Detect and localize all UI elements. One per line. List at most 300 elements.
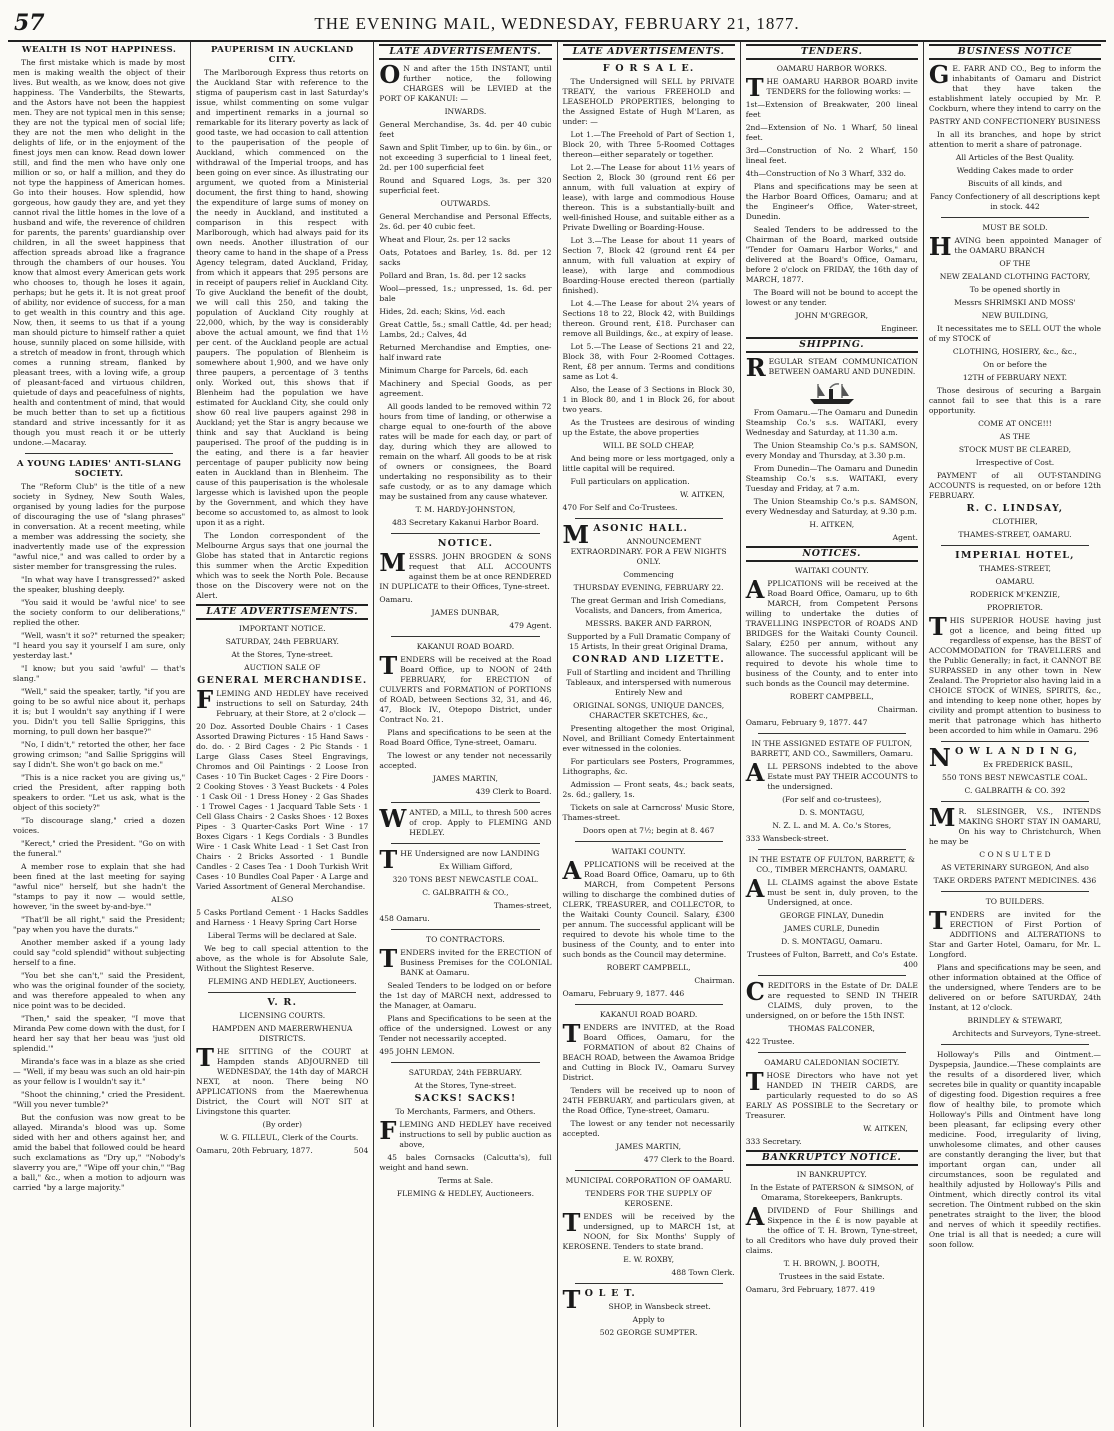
- column-6: [924, 42, 1106, 1427]
- article-body: The first mistake which is made by most men is making wealth the object of their lives. But wealth, as we know, does not give happiness. The Vanderbilts, the Stewarts, and the Astors have not been the happiest men. They are not typical men in this sense; they are not the typical men of social life; they are not the men who delight in the delights of life, or in the enjoyment of the finest joys men can know. Read down lower still, and find the men who have only one million or so, or half a million, and they do not type the happiness of American homes. Go into their houses. How splendid, how gorgeous, how gaudy they are, and yet they cannot rival the little homes in the love of a husband and wife, the reverence of children for parents, the parents' guardianship over children, in all the sweet happiness that affection spreads abroad like a fragrance through the chambers of our houses. You know that almost every American gets work who chooses to, though he loses it again, perhaps; but he gets it. It is not great proof of ability, nor evidence of success, for a man to get wealth in this country and this age. Now, then, it seems to us that if a young man should picture to himself rather a quiet house, sunnily placed on some hillside, with a stretch of meadow in front, through which comes a running stream, flanked by pleasant trees, with a loving wife, a group of pleasant-faced and virtuous children, quietude of days and peacefulness of nights, health and contentment of mind, that would be much better than to set up a fictitious standard and strive incessantly for it as though you must reach it or be utterly undone.—Macaray.: [13, 58, 186, 447]
- ad-signature: T. M. HARDY-JOHNSTON,: [415, 505, 516, 514]
- ad-title: MUNICIPAL CORPORATION OF OAMARU.: [565, 1176, 732, 1185]
- column-3: [374, 42, 557, 1427]
- ad-subheading: To Merchants, Farmers, and Others.: [395, 1107, 536, 1116]
- ad-date: SATURDAY, 24th FEBRUARY.: [225, 637, 339, 646]
- ad-item-list: 5 Casks Portland Cement · 1 Hacks Saddles and Harness · 1 Heavy Spring Cart Horse: [196, 908, 369, 927]
- article-body: "You said it would be 'awful nice' to see the society conform to our deliberations," replied the other.: [13, 598, 186, 627]
- ad-signature: W. AITKEN,: [680, 490, 725, 499]
- ad-body: WANTED, a MILL, to thresh 500 acres of crop. Apply to FLEMING AND HEDLEY.: [379, 804, 552, 837]
- ad-text: AS VETERINARY SURGEON, And also: [941, 863, 1089, 872]
- ad-body: THE Undersigned are now LANDING: [379, 845, 540, 874]
- ad-text: Irrespective of Cost.: [975, 458, 1055, 467]
- ad-title: CONRAD AND LIZETTE.: [572, 654, 725, 665]
- divider: [391, 843, 539, 844]
- ad-body: FLEMING AND HEDLEY have received instructions to sell on Saturday, 24th February, at their Store, at 2 o'clock —: [196, 685, 369, 718]
- list-item: Lot 1.—The Freehold of Part of Section 1, Block 20, with Three 5-Roomed Cottages thereon—either separately or together.: [562, 130, 735, 159]
- masthead: [8, 8, 1106, 42]
- ad-address: N. Z. L. and M. A. Co.'s Stores,: [772, 821, 892, 830]
- ad-ship: Ex William Gifford,: [439, 862, 513, 871]
- ad-title: OAMARU HARBOR WORKS.: [776, 64, 887, 73]
- ad-ship: Ex FREDERICK BASIL,: [983, 760, 1073, 769]
- ad-title: TO CONTRACTORS.: [426, 935, 505, 944]
- drop-cap: W: [379, 804, 407, 833]
- ad-text: To be opened shortly in: [969, 285, 1061, 294]
- ad-title: IMPERIAL HOTEL,: [955, 550, 1075, 561]
- column-5: [741, 42, 924, 1427]
- ad-signature-title: Engineer.: [881, 324, 918, 333]
- drop-cap: T: [562, 1285, 582, 1314]
- list-item: Oats, Potatoes and Barley, 1s. 8d. per 12 sacks: [379, 248, 552, 267]
- drop-cap: T: [562, 1208, 581, 1237]
- divider: [575, 1283, 723, 1284]
- ad-body: ALL CLAIMS against the above Estate must be sent in, duly proven, to the Undersigned, at once.: [745, 874, 918, 907]
- ad-body: TENDERS are INVITED, at the Road Board Offices, Oamaru, for the FORMATION of about 82 Chains of BEACH ROAD, between the Awamoa Bridge and Cutting in Block IV., Oamaru Survey District.: [562, 1019, 735, 1082]
- article-body: A member rose to explain that she had been fined at the last meeting for saying "awful nice" herself, but she hadn't the "stamps to pay it now — would settle, however, 'in the sweet by-and-bye.'": [13, 862, 186, 911]
- ad-terms: Liberal Terms will be declared at Sale.: [207, 931, 357, 940]
- ad-body: Plans and specifications to be seen at the Road Board Office, Tyne-street, Oamaru.: [379, 728, 552, 747]
- ad-body: G E. FARR AND CO., Beg to inform the inhabitants of Oamaru and District that they have taken the establishment lately occupied by Mr. P. Cockburn, where they intend to carry on the: [928, 60, 1102, 113]
- list-item: All Articles of the Best Quality.: [955, 153, 1075, 162]
- article-body: "In what way have I transgressed?" asked the speaker, blushing deeply.: [13, 575, 186, 594]
- ad-body: All goods landed to be removed within 72 hours from time of landing, or otherwise a charge equal to one-fourth of the above rates will be made for each day, or part of day, during which they are allowed to remain on the wharf. All goods to be at risk of owners or consignees, the Board undertaking no responsibility as to their safe custody, or as to any damage which may be sustained from any cause whatever.: [379, 402, 552, 501]
- ad-text: CLOTHIER,: [992, 517, 1038, 526]
- ad-address: Thames-street,: [493, 901, 552, 910]
- drop-cap: T: [745, 73, 764, 102]
- drop-cap: T: [745, 1067, 764, 1096]
- ad-signature-title: 488 Town Clerk.: [671, 1268, 735, 1277]
- drop-cap: O: [379, 60, 401, 89]
- ad-body: MESSRS. JOHN BROGDEN & SONS request that ALL ACCOUNTS against them be at once RENDERED IN DUPLICATE to their Offices, Tyne-street.: [379, 548, 552, 591]
- ad-text: AS THE: [999, 432, 1031, 441]
- ad-subheading: MESSRS. BAKER AND FARRON,: [585, 619, 712, 628]
- ad-address: THAMES-STREET,: [978, 564, 1051, 573]
- ad-signature: BRINDLEY & STEWART,: [967, 1016, 1063, 1025]
- drop-cap: A: [745, 575, 765, 604]
- section-heading: BANKRUPTCY NOTICE.: [746, 1150, 918, 1166]
- list-item: 4th—Construction of No 3 Wharf, 332 do.: [745, 169, 906, 178]
- article-body: "To discourage slang," cried a dozen voices.: [13, 816, 186, 835]
- ad-text: On or before the: [983, 360, 1047, 369]
- ad-body: APPLICATIONS will be received at the Road Board Office, Oamaru, up to 6th MARCH, from Competent Persons willing to discharge the combined duties of CLERK, TREASURER, and COLLECTOR, to the Waitaki County Council. Salary, £300 per annum. The successful applicant will be required to devote his whole time to the business of the County, and to enter into such bonds as the Council may determine.: [562, 856, 735, 959]
- ad-signature: GEORGE FINLAY, Dunedin: [779, 911, 884, 920]
- divider: [575, 518, 723, 519]
- divider: [391, 802, 539, 803]
- article-body: Another member asked if a young lady could say "cold splendid" without subjecting herself to a fine.: [13, 938, 186, 967]
- list-item: As the Trustees are desirous of winding up the Estate, the above properties: [562, 418, 735, 437]
- ad-title: 550 TONS BEST NEWCASTLE COAL.: [942, 773, 1088, 782]
- ad-date: Oamaru, February 9, 1877. 447: [745, 718, 868, 727]
- ad-body: The Union Steamship Co.'s p.s. SAMSON, every Wednesday and Saturday, at 9.30 p.m.: [745, 497, 918, 516]
- article-body: The London correspondent of the Melbourne Argus says that one journal the Globe has stated that in Antarctic regions this summer when the Arctic Expedition which was to seek the North Pole. Because those on the Discovery were not on the Alert.: [196, 531, 369, 600]
- article-body: "Well," said the speaker, tartly, "if you are going to be so awful nice about it, perhaps it is; but I wouldn't say anything if I were you. Didn't you tell Sallie Spriggins, this morning, to pull down her basque?": [13, 687, 186, 736]
- drop-cap: T: [928, 906, 947, 935]
- ad-date: Oamaru, 3rd February, 1877. 419: [745, 1285, 875, 1294]
- drop-cap: T: [196, 1043, 215, 1072]
- divider: [391, 533, 539, 534]
- ad-signature: W. G. FILLEUL, Clerk of the Courts.: [219, 1133, 359, 1142]
- ad-title: N O W L A N D I N G,: [928, 743, 1079, 772]
- list-item: General Merchandise, 3s. 4d. per 40 cubic feet: [379, 120, 552, 139]
- ad-body: For particulars see Posters, Programmes, Lithographs, &c.: [562, 757, 735, 776]
- ad-subheading: TAKE ORDERS PATENT MEDICINES. 436: [933, 876, 1097, 885]
- ad-body: ALL PERSONS indebted to the above Estate must PAY THEIR ACCOUNTS to the undersigned.: [745, 758, 918, 791]
- section-heading: TENDERS.: [746, 44, 918, 60]
- list-item: Lot 2.—The Lease for about 11½ years of Section 2, Block 30 (ground rent £6 per annum, with full valuation at expiry of lease), with large and commodious House thereon. This is a substantially-built and well-finished House, and suitable either as a Private Dwelling or Boarding-House.: [562, 163, 735, 232]
- ad-title: IN THE ESTATE OF FULTON, BARRETT, & CO., TIMBER MERCHANTS, OAMARU.: [748, 855, 915, 874]
- ad-subheading: C O N S U L T E D: [979, 850, 1051, 859]
- ad-subheading: ORIGINAL SONGS, UNIQUE DANCES, CHARACTER SKETCHES, &c.,: [573, 701, 725, 720]
- list-item: Biscuits of all kinds, and: [967, 179, 1063, 188]
- ad-signature-title: 422 Trustee.: [745, 1037, 795, 1046]
- column-1: [8, 42, 191, 1427]
- ad-signature-title: PROPRIETOR.: [987, 603, 1043, 612]
- ad-body: Full particulars on application.: [570, 477, 690, 486]
- section-heading: SHIPPING.: [746, 337, 918, 353]
- ad-signature: E. W. ROXBY,: [623, 1255, 674, 1264]
- ad-title: TO BUILDERS.: [985, 897, 1045, 906]
- list-item: 2nd—Extension of No. 1 Wharf, 50 lineal feet.: [745, 123, 918, 142]
- ad-title: T O L E T.: [562, 1285, 636, 1314]
- ad-signature-title: 470 For Self and Co-Trustees.: [562, 503, 678, 512]
- drop-cap: T: [379, 651, 398, 680]
- ad-text: Commencing: [623, 570, 674, 579]
- ad-body: THOSE Directors who have not yet HANDED IN THEIR CARDS, are particularly requested to do so AS EARLY AS POSSIBLE to the Secretary or Treasurer.: [745, 1067, 918, 1120]
- article-body: "Kerect," cried the President. "Go on with the funeral.": [13, 839, 186, 858]
- ad-by-order: (By order): [262, 1120, 302, 1129]
- ad-subheading: AUCTION SALE OF: [244, 663, 321, 672]
- divider: [25, 453, 173, 454]
- drop-cap: M: [379, 548, 406, 577]
- article-body: "You bet she can't," said the President, who was the original founder of the society, and was therefore appealed to when any nice point was to be decided.: [13, 971, 186, 1010]
- ad-text: SHOP, in Wansbeck street.: [608, 1302, 711, 1311]
- divider: [941, 891, 1089, 892]
- ad-subheading: 12TH of FEBRUARY NEXT.: [962, 373, 1068, 382]
- section-heading: LATE ADVERTISEMENTS.: [563, 44, 735, 60]
- list-item: Sawn and Split Timber, up to 6in. by 6in., or not exceeding 3 superficial to 1 lineal feet, 2d. per 100 superficial feet: [379, 143, 552, 172]
- ad-body: Plans and specifications may be seen at the Harbor Board Offices, Oamaru; and at the Engineer's Office, Water-street, Dunedin.: [745, 182, 918, 221]
- ad-signature-title: Trustees in the said Estate.: [779, 1272, 885, 1281]
- ad-body: Plans and Specifications to be seen at the office of the undersigned. Lowest or any Tender not necessarily accepted.: [379, 1014, 552, 1043]
- list-item: Round and Squared Logs, 3s. per 320 superficial feet.: [379, 176, 552, 195]
- ad-place: Oamaru.: [379, 595, 413, 604]
- ad-date: Oamaru, February 9, 1877. 446: [562, 989, 685, 998]
- drop-cap: G: [928, 60, 950, 89]
- ad-text: Apply to: [632, 1315, 665, 1324]
- ad-text: OF THE: [999, 259, 1031, 268]
- royal-cipher: V. R.: [267, 997, 298, 1008]
- drop-cap: H: [928, 232, 952, 261]
- page-number: 57: [14, 10, 45, 36]
- ad-title: F O R S A L E.: [602, 63, 695, 74]
- ad-signature-title: Chairman.: [694, 976, 735, 985]
- ad-body: FLEMING AND HEDLEY have received instructions to sell by public auction as above,: [379, 1116, 552, 1149]
- ad-title: IN THE ASSIGNED ESTATE OF FULTON, BARRETT, AND CO., Sawmillers, Oamaru.: [750, 739, 913, 758]
- ad-body: THE OAMARU HARBOR BOARD invite TENDERS for the following works: —: [745, 73, 918, 102]
- list-item: Also, the Lease of 3 Sections in Block 30, 1 in Block 80, and 1 in Block 26, for about two years.: [562, 385, 735, 414]
- ad-signature-title: 333 Secretary.: [745, 1137, 802, 1146]
- ad-signature-title: Trustees of Fulton, Barrett, and Co's Estate. 400: [747, 950, 918, 969]
- ad-body: Tenders will be received up to noon of 24TH FEBRUARY, and particulars given, at the Road Office, Tyne-street, Oamaru.: [562, 1086, 735, 1115]
- divider: [575, 1170, 723, 1171]
- article-body: "That'll be all right," said the President; "pay when you have the durats.": [13, 915, 186, 934]
- ad-body: We beg to call special attention to the above, as the whole is for Absolute Sale, Without the Slightest Reserve.: [196, 944, 369, 973]
- ad-body: And being more or less mortgaged, only a little capital will be required.: [562, 454, 735, 473]
- article-body: "No, I didn't," retorted the other, her face growing crimson; "and Sallie Spriggins will say I didn't. She won't go back on me.": [13, 740, 186, 769]
- drop-cap: R: [745, 353, 766, 382]
- ad-body: The Union Steamship Co.'s p.s. SAMSON, every Monday and Thursday, at 3.30 p.m.: [745, 441, 918, 460]
- ad-signature: C. GALBRAITH & CO.,: [422, 888, 509, 897]
- ad-title: PASTRY AND CONFECTIONERY BUSINESS: [929, 117, 1101, 126]
- section-heading: LATE ADVERTISEMENTS.: [379, 44, 551, 60]
- divider: [758, 733, 906, 734]
- article-body: The "Reform Club" is the title of a new society in Sydney, New South Wales, organised by young ladies for the purpose of discouraging the use of "slang phrases" in conversation. At a recent meeting, while a member was addressing the society, she inadvertently made use of the expression "awful nice," and was called to order by a sister member for transgressing the rules.: [13, 482, 186, 571]
- divider: [391, 929, 539, 930]
- ad-signature: JAMES CURLE, Dunedin: [784, 924, 880, 933]
- ad-subheading: INWARDS.: [444, 107, 487, 116]
- ad-body: CREDITORS in the Estate of Dr. DALE are requested to SEND IN THEIR CLAIMS, duly proven, to the undersigned, on or before the 15th INST.: [745, 977, 918, 1020]
- article-heading: A YOUNG LADIES' ANTI-SLANG SOCIETY.: [16, 459, 182, 479]
- ad-signature: T. H. BROWN, J. BOOTH,: [783, 1259, 880, 1268]
- ad-title: REGULAR STEAM COMMUNICATION BETWEEN OAMARU AND DUNEDIN.: [745, 353, 918, 382]
- article-body: "This is a nice racket you are giving us," cried the President, after rapping both speakers to order. "Let us ask, what is the object of this society?": [13, 773, 186, 812]
- list-item: Wool—pressed, 1s.; unpressed, 1s. 6d. per bale: [379, 284, 552, 303]
- divider: [758, 975, 906, 976]
- divider: [575, 841, 723, 842]
- ad-subheading: WILL BE SOLD CHEAP,: [602, 441, 695, 450]
- drop-cap: A: [745, 874, 765, 903]
- ad-body: In all its branches, and hope by strict attention to merit a share of patronage.: [928, 130, 1102, 149]
- divider: [941, 217, 1089, 218]
- ad-title: OAMARU CALEDONIAN SOCIETY.: [764, 1058, 900, 1067]
- list-item: Wedding Cakes made to order: [956, 166, 1074, 175]
- ad-subheading: ANNOUNCEMENT EXTRAORDINARY. FOR A FEW NIGHTS ONLY.: [570, 537, 727, 566]
- ad-signature: W. AITKEN,: [863, 1124, 908, 1133]
- ad-address: OAMARU.: [995, 577, 1035, 586]
- divider: [391, 1062, 539, 1063]
- list-item: Wheat and Flour, 2s. per 12 sacks: [379, 235, 511, 244]
- article-body: "Shoot the chinning," cried the President. "Will you never tumble?": [13, 1090, 186, 1109]
- ad-text: The great German and Irish Comedians, Vocalists, and Dancers, from America,: [571, 596, 727, 615]
- ad-body: The Board will not be bound to accept the lowest or any tender.: [745, 288, 918, 307]
- ad-signature: H. AITKEN,: [809, 520, 855, 529]
- ad-heading: IMPORTANT NOTICE.: [238, 624, 326, 633]
- ad-signature-title: Architects and Surveyors, Tyne-street.: [952, 1029, 1102, 1038]
- drop-cap: C: [745, 977, 765, 1006]
- ad-body: Presenting altogether the most Original, Novel, and Brilliant Comedy Entertainment ever witnessed in the colonies.: [562, 724, 735, 753]
- ad-body: THIS SUPERIOR HOUSE having just got a licence, and being fitted up regardless of expense, has the BEST of ACCOMMODATION for TRAVELLERS and the Public Generally; in fact, it CANNOT BE SURPASSED in any other town in New Zealand. The Proprietor also having laid in a CHOICE STOCK of WINES, SPIRITS, &c., and intending to keep none other, hopes by civility and prompt attention to business to merit that patronage which has hitherto been accorded to him while in Oamaru. 296: [928, 612, 1102, 735]
- ad-body: Admission — Front seats, 4s.; back seats, 2s. 6d.; gallery, 1s.: [562, 780, 735, 799]
- ad-subheading: STOCK MUST BE CLEARED,: [958, 445, 1072, 454]
- ad-title: GENERAL MERCHANDISE.: [197, 675, 368, 686]
- ad-signature: R. C. LINDSAY,: [966, 503, 1064, 514]
- ad-signature: 495 JOHN LEMON.: [379, 1047, 455, 1056]
- columns: [8, 42, 1106, 1427]
- drop-cap: M: [928, 803, 956, 832]
- article-body: "Then," said the speaker, "I move that Miranda Pew come down with the dust, for I heard her say that her beau was 'just old splendid.'": [13, 1014, 186, 1053]
- list-item: Fancy Confectionery of all descriptions kept in stock. 442: [929, 192, 1100, 211]
- ad-signature: THOMAS FALCONER,: [788, 1024, 875, 1033]
- section-heading: LATE ADVERTISEMENTS.: [196, 604, 368, 620]
- ad-title: WAITAKI COUNTY.: [611, 847, 686, 856]
- ad-date: SATURDAY, 24th FEBRUARY.: [408, 1068, 523, 1077]
- list-item: Great Cattle, 5s.; small Cattle, 4d. per head; Lambs, 2d.; Calves, 4d: [379, 320, 552, 339]
- ad-title: 320 TONS BEST NEWCASTLE COAL.: [392, 875, 539, 884]
- ad-subheading: ALSO: [271, 895, 294, 904]
- ad-title: NEW ZEALAND CLOTHING FACTORY,: [939, 272, 1091, 281]
- ad-title: MUST BE SOLD.: [982, 223, 1048, 232]
- divider: [391, 636, 539, 637]
- drop-cap: F: [379, 1116, 397, 1145]
- ad-signature: JAMES MARTIN,: [616, 1142, 682, 1151]
- ad-title: LICENSING COURTS.: [239, 1011, 326, 1020]
- drop-cap: T: [562, 1019, 581, 1048]
- ad-body: TENDERS will be received at the Road Board Office, up to NOON of 24th FEBRUARY, for ERECTION of CULVERTS and FORMATION of PORTIONS of ROAD, between Sections 32, 31, and 46, 47, Block IV., Otepopo District, under Contract No. 21.: [379, 651, 552, 724]
- ad-text: Messrs SHRIMSKI AND MOSS': [954, 298, 1076, 307]
- drop-cap: T: [928, 612, 947, 641]
- ad-body: TENDERS invited for the ERECTION of Business Premises for the COLONIAL BANK at Oamaru.: [379, 944, 552, 977]
- ad-signature: JOHN M'GREGOR,: [795, 311, 869, 320]
- ad-subheading: COME AT ONCE!!!: [978, 419, 1052, 428]
- ad-signature: JAMES DUNBAR,: [431, 608, 500, 617]
- ad-subheading: HAMPDEN AND MAERERWHENUA DISTRICTS.: [212, 1024, 353, 1043]
- list-item: Lot 5.—The Lease of Sections 21 and 22, Block 38, with Four 2-Roomed Cottages. Rent, £8 per annum. Terms and conditions same as Lot 4.: [562, 342, 735, 381]
- divider: [758, 849, 906, 850]
- ad-signature-title: 439 Clerk to Board.: [475, 787, 552, 796]
- ad-body: APPLICATIONS will be received at the Road Board Office, Oamaru, up to 6th MARCH, from Competent Persons willing to undertake the duties of TRAVELLING INSPECTOR of ROADS AND BRIDGES for the Waitaki County Council. Salary, £250 per annum, without any allowance. The successful applicant will be required to devote his whole time to business of the County, and to enter into such bonds as the Council may determine.: [745, 575, 918, 688]
- list-item: Returned Merchandise and Empties, one-half inward rate: [379, 343, 552, 362]
- ad-date: Oamaru, 20th February, 1877. 504: [196, 1146, 369, 1155]
- drop-cap: T: [379, 944, 398, 973]
- ad-signature: D. S. MONTAGU, Oamaru.: [781, 937, 883, 946]
- article-body: "Well, wasn't it so?" returned the speaker; "I heard you say it yourself I am sure, only yesterday last.": [13, 631, 186, 660]
- ad-body: Sealed Tenders to be lodged on or before the 1st day of MARCH next, addressed to the Manager, at Oamaru.: [379, 981, 552, 1010]
- ad-body: M R. SLESINGER, V.S., INTENDS MAKING SHORT STAY IN OAMARU, On his way to Christchurch, When he may be: [928, 803, 1102, 846]
- article-body: The Marlborough Express thus retorts on the Auckland Star with reference to the stigma of pauperism cast in last Saturday's issue, whilst commenting on some vulgar and impertinent remarks in a journal so remarkable for its literary poverty as lack of good taste, we had occasion to call attention to the pauperisation of the people of Auckland, which commenced on the withdrawal of the Imperial troops, and has been going on ever since. As illustrating our argument, we quoted from a Ministerial document, the first thing to hand, showing the expenditure of large sums of money on the needy in Auckland, and instituted a comparison in this respect with Marlborough, which had always paid for its own needs. Another illustration of our theory came to hand in the shape of a Press Agency telegram, dated Auckland, Friday, from which it appears that 295 persons are in receipt of paupers relief in Auckland City. To give Auckland the benefit of the doubt, we will call this 250, and taking the population of Auckland City roughly at 22,000, which, by the way is considerably above the actual amount, we find that 1½ per cent. of the Auckland people are actual paupers. The population of Blenheim is somewhere about 1,900, and we have only three paupers, a percentage of 3 tenths only. Worked out, this shows that if Blenheim had the population we have estimated for Auckland City, she could only show 60 real live paupers against 298 in Auckland; yet the Star is angry because we think and say that Auckland is being pauperised. The proof of the pudding is in the eating, and there is a far heavier percentage of pauper publicity now being eaten in Auckland than in Blenheim. The cause of this pauperisation is the wholesale largesse which is lavished upon the people by the Government, and which they have become so accustomed to, as almost to look upon it as a right.: [196, 68, 369, 527]
- ad-subheading: CLOTHING, HOSIERY, &c., &c.,: [952, 347, 1077, 356]
- divider: [941, 1044, 1089, 1045]
- ad-subheading: TENDERS FOR THE SUPPLY OF KEROSENE.: [585, 1189, 712, 1208]
- ad-text: In the Estate of PATERSON & SIMSON, of Omarama, Storekeepers, Bankrupts.: [750, 1183, 914, 1202]
- ad-signature-title: 483 Secretary Kakanui Harbor Board.: [392, 518, 539, 527]
- section-heading: BUSINESS NOTICE: [929, 44, 1101, 60]
- ad-signature-title: Chairman.: [877, 705, 918, 714]
- divider: [758, 1052, 906, 1053]
- list-item: Machinery and Special Goods, as per agreement.: [379, 379, 552, 398]
- drop-cap: F: [196, 685, 214, 714]
- steamship-icon: [808, 380, 856, 406]
- section-heading: NOTICES.: [746, 546, 918, 562]
- ad-terms: Terms at Sale.: [437, 1176, 494, 1185]
- ad-title: IN BANKRUPTCY.: [796, 1170, 867, 1179]
- ad-body: The lowest or any tender not necessarily accepted.: [562, 1119, 735, 1138]
- ad-date: THURSDAY EVENING, FEBRUARY 22.: [573, 583, 724, 592]
- ad-title: SACKS! SACKS!: [414, 1093, 517, 1104]
- list-item: 1st—Extension of Breakwater, 200 lineal feet: [745, 100, 918, 119]
- article-body: "I know; but you said 'awful' — that's slang.": [13, 664, 186, 683]
- ad-subheading: NEW BUILDING,: [981, 311, 1049, 320]
- ad-body: Sealed Tenders to be addressed to the Chairman of the Board, marked outside "Tender for Oamaru Harbor Works," and delivered at the Board's Office, Oamaru, before 2 o'clock on FRIDAY, the 16th day of MARCH, 1877.: [745, 225, 918, 284]
- divider: [941, 741, 1089, 742]
- newspaper-title: THE EVENING MAIL, WEDNESDAY, FEBRUARY 21, 1877.: [314, 14, 800, 33]
- list-item: Minimum Charge for Parcels, 6d. each: [379, 366, 529, 375]
- ad-signature-title: 479 Agent.: [509, 621, 552, 630]
- ad-signature: C. GALBRAITH & CO. 392: [964, 786, 1066, 795]
- ad-body: TENDES will be received by the undersigned, up to MARCH 1st, at NOON, for Six Months' Supply of KEROSENE. Tenders to state brand.: [562, 1208, 735, 1251]
- ad-text: Supported by a Full Dramatic Company of 15 Artists, In their great Original Drama,: [567, 632, 731, 651]
- ad-signature: FLEMING & HEDLEY, Auctioneers.: [396, 1189, 534, 1198]
- ad-body: O N and after the 15th INSTANT, until further notice, the following CHARGES will be LEVIED at the PORT OF KAKANUI: —: [379, 60, 552, 103]
- ad-body: PAYMENT of all OUT-STANDING ACCOUNTS is requested, on or before 12th FEBRUARY.: [928, 471, 1102, 500]
- ad-body: ADIVIDEND of Four Shillings and Sixpence in the £ is now payable at the office of T. H. Brown, Tyne-street, to all Creditors who have duly proved their claims.: [745, 1202, 918, 1255]
- divider: [941, 545, 1089, 546]
- drop-cap: M: [562, 520, 591, 549]
- list-item: Pollard and Bran, 1s. 8d. per 12 sacks: [379, 271, 526, 280]
- ad-address: 333 Wansbeck-street.: [745, 834, 829, 843]
- ad-signature: D. S. MONTAGU,: [799, 808, 865, 817]
- drop-cap: A: [562, 856, 582, 885]
- ad-title: NOTICE.: [437, 538, 494, 549]
- ad-body: TENDERS are invited for the ERECTION of First Portion of ADDITIONS and ALTERATIONS to Star and Garter Hotel, Oamaru, for Mr. L. Longford.: [928, 906, 1102, 959]
- ad-subheading: OUTWARDS.: [440, 199, 491, 208]
- ad-signature-title: 477 Clerk to the Board.: [643, 1155, 735, 1164]
- article-body: But the confusion was now great to be allayed. Miranda's blood was up. Some sided with her and others against her, and amid the babel that followed could be heard such exclamations as "Dry up," "Nobody's slaverry you are," "Wipe off your chin," "Bag a ball," &c., when a motion to adjourn was carried "by a large majority.": [13, 1113, 186, 1192]
- ad-signature: RODERICK M'KENZIE,: [969, 590, 1061, 599]
- ad-location: At the Stores, Tyne-street.: [231, 650, 334, 659]
- ad-body: 45 bales Cornsacks (Calcutta's), full weight and hand sewn.: [379, 1153, 552, 1172]
- ad-body: It necessitates me to SELL OUT the whole of my STOCK of: [928, 324, 1102, 343]
- ad-signature-title: Agent.: [892, 533, 918, 542]
- ad-body: HAVING been appointed Manager of the OAMARU BRANCH: [928, 232, 1102, 261]
- article-body: Miranda's face was in a blaze as she cried — "Well, if my beau was such an old hair-pin as your fellow is I wouldn't say it.": [13, 1057, 186, 1086]
- list-item: 3rd—Construction of No. 2 Wharf, 150 lineal feet.: [745, 146, 918, 165]
- drop-cap: N: [928, 743, 952, 772]
- ad-signature: JAMES MARTIN,: [432, 774, 498, 783]
- divider: [208, 992, 356, 993]
- ad-signature: FLEMING AND HEDLEY, Auctioneers.: [207, 977, 357, 986]
- ad-title: KAKANUI ROAD BOARD.: [599, 1010, 698, 1019]
- ad-body: From Dunedin—The Oamaru and Dunedin Steamship Co.'s s.s. WAITAKI, every Tuesday and Friday, at 7 a.m.: [745, 464, 918, 493]
- ad-signature: ROBERT CAMPBELL,: [789, 692, 874, 701]
- ad-text: (For self and co-trustees),: [782, 795, 882, 804]
- ad-address: THAMES-STREET, OAMARU.: [958, 530, 1072, 539]
- drop-cap: A: [745, 1202, 765, 1231]
- divider: [575, 1004, 723, 1005]
- ad-body: From Oamaru.—The Oamaru and Dunedin Steamship Co.'s s.s. WAITAKI, every Wednesday and Saturday, at 11.30 a.m.: [745, 408, 918, 437]
- column-4: [558, 42, 741, 1427]
- ad-body: Those desirous of securing a Bargain cannot fail to see that this is a rare opportunity.: [928, 386, 1102, 415]
- ad-title: WAITAKI COUNTY.: [794, 566, 869, 575]
- list-item: Hides, 2d. each; Skins, ½d. each: [379, 307, 506, 316]
- ad-number: 458 Oamaru.: [379, 914, 430, 923]
- ad-body: Plans and specifications may be seen, and other information obtained at the Office of the undersigned, where Tenders are to be delivered on or before SATURDAY, 24th Instant, at 12 o'clock.: [928, 963, 1102, 1012]
- ad-text: Full of Startling and incident and Thrilling Tableaux, and interspersed with numerous Entirely New and: [566, 668, 731, 697]
- list-item: General Merchandise and Personal Effects, 2s. 6d. per 40 cubic feet.: [379, 212, 552, 231]
- ad-body: Holloway's Pills and Ointment.—Dyspepsia, Jaundice.—These complaints are the results of a disordered liver, which secretes bile in quality or quantity incapable of digesting food. Digestion requires a free flow of healthy bile, to promote which Holloway's Pills and Ointment have long been pleasant, far eclipsing every other medicine. Food, irregularity of living, unwholesome climates, and other causes are constantly deranging the liver, but that important organ can, under all circumstances, soon be regulated and healthily adjusted by Holloway's Pills and Ointment, which directly control its vital secretion. The Ointment rubbed on the skin penetrates straight to the liver, the blood and nerves of which it speedily rectifies. One trial is all that is needed; a cure will soon follow.: [928, 1050, 1102, 1249]
- ad-item-list: 20 Doz. Assorted Double Chairs · 1 Cases Assorted Drawing Pictures · 15 Hand Saws · do. do. · 2 Bird Cages · 2 Pic Stands · 1 Large Glass Cases Steel Engravings, Chromos and Oil Paintings · 2 Loose Iron Cases · 10 Tin Bucket Cages · 2 Fire Doors · 2 Cooking Stoves · 3 Yeast Buckets · 4 Poles · 1 Cask Oil · 1 Dress Honey · 2 Gas Shades · 1 Trowel Cages · 1 Jacquard Table Sets · 1 Cell Glass Chairs · 2 Casks Shoes · 12 Boxes Pipes · 3 Quarter-Casks Port Wine · 17 Boxes Cigars · 1 Kegs Cordials · 3 Bundles Wire · 1 Cask White Lead · 1 Set Cast Iron Chairs · 2 Bricks Assorted · 1 Bundle Candles · 2 Cases Tea · 1 Dooh Turkish Writ Cases · 10 Bundles Coal Paper · A Large and Varied Assortment of General Merchandise.: [196, 722, 369, 891]
- column-2: [191, 42, 374, 1427]
- ad-title: KAKANUI ROAD BOARD.: [416, 642, 515, 651]
- article-heading: PAUPERISM IN AUCKLAND CITY.: [210, 45, 354, 65]
- drop-cap: T: [379, 845, 398, 874]
- list-item: Lot 3.—The Lease for about 11 years of Section 7, Block 42 (ground rent £4 per annum, with full valuation at expiry of lease), with large and commodious Boarding-House erected thereon (partially finished).: [562, 236, 735, 295]
- ad-body: THE SITTING of the COURT at Hampden stands ADJOURNED till WEDNESDAY, the 14th day of MARCH NEXT, at noon. There being NO APPLICATIONS from the Maerewhenua District, the Court will NOT SIT at Livingstone this quarter.: [196, 1043, 369, 1116]
- ad-title: MASONIC HALL.: [562, 520, 688, 549]
- drop-cap: A: [745, 758, 765, 787]
- ad-body: The lowest or any tender not necessarily accepted.: [379, 751, 552, 770]
- divider: [941, 801, 1089, 802]
- ad-signature: ROBERT CAMPBELL,: [606, 963, 691, 972]
